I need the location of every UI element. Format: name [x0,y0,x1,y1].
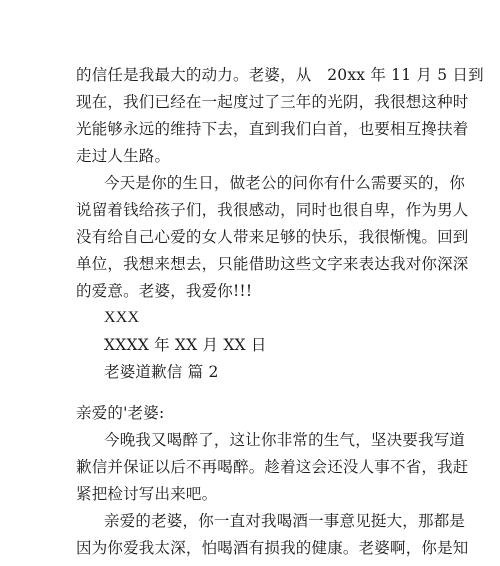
section-heading: 老婆道歉信 篇 2 [104,363,219,381]
paragraph-line: 没有给自己心爱的女人带来足够的快乐，我很惭愧。回到 [76,228,469,246]
paragraph-line: 的信任是我最大的动力。老婆，从 20xx 年 11 月 5 日到 [76,66,484,84]
paragraph-line: 现在，我们已经在一起度过了三年的光阴，我很想这种时 [76,93,469,111]
salutation: 亲爱的'老婆: [76,404,165,422]
paragraph-line: 歉信并保证以后不再喝醉。趁着这会还没人事不省，我赶 [76,458,469,476]
paragraph-line: 走过人生路。 [76,147,171,165]
paragraph-line: 光能够永远的维持下去，直到我们白首，也要相互搀扶着 [76,120,469,138]
paragraph-line: 的爱意。老婆，我爱你!!! [76,282,253,300]
paragraph-line: 紧把检讨写出来吧。 [76,485,218,503]
paragraph-line: 今天是你的生日，做老公的问你有什么需要买的，你 [104,174,466,192]
paragraph-line: 因为你爱我太深，怕喝酒有损我的健康。老婆啊，你是知 [76,539,469,557]
paragraph-line: 单位，我想来想去，只能借助这些文字来表达我对你深深 [76,255,469,273]
signature-name: XXX [104,309,140,326]
paragraph-line: 亲爱的老婆，你一直对我喝酒一事意见挺大，那都是 [104,512,466,530]
paragraph-line: 说留着钱给孩子们，我很感动，同时也很自卑，作为男人 [76,201,469,219]
signature-date: XXXX 年 XX 月 XX 日 [104,336,267,354]
paragraph-line: 今晚我又喝醉了，这让你非常的生气，坚决要我写道 [104,431,466,449]
